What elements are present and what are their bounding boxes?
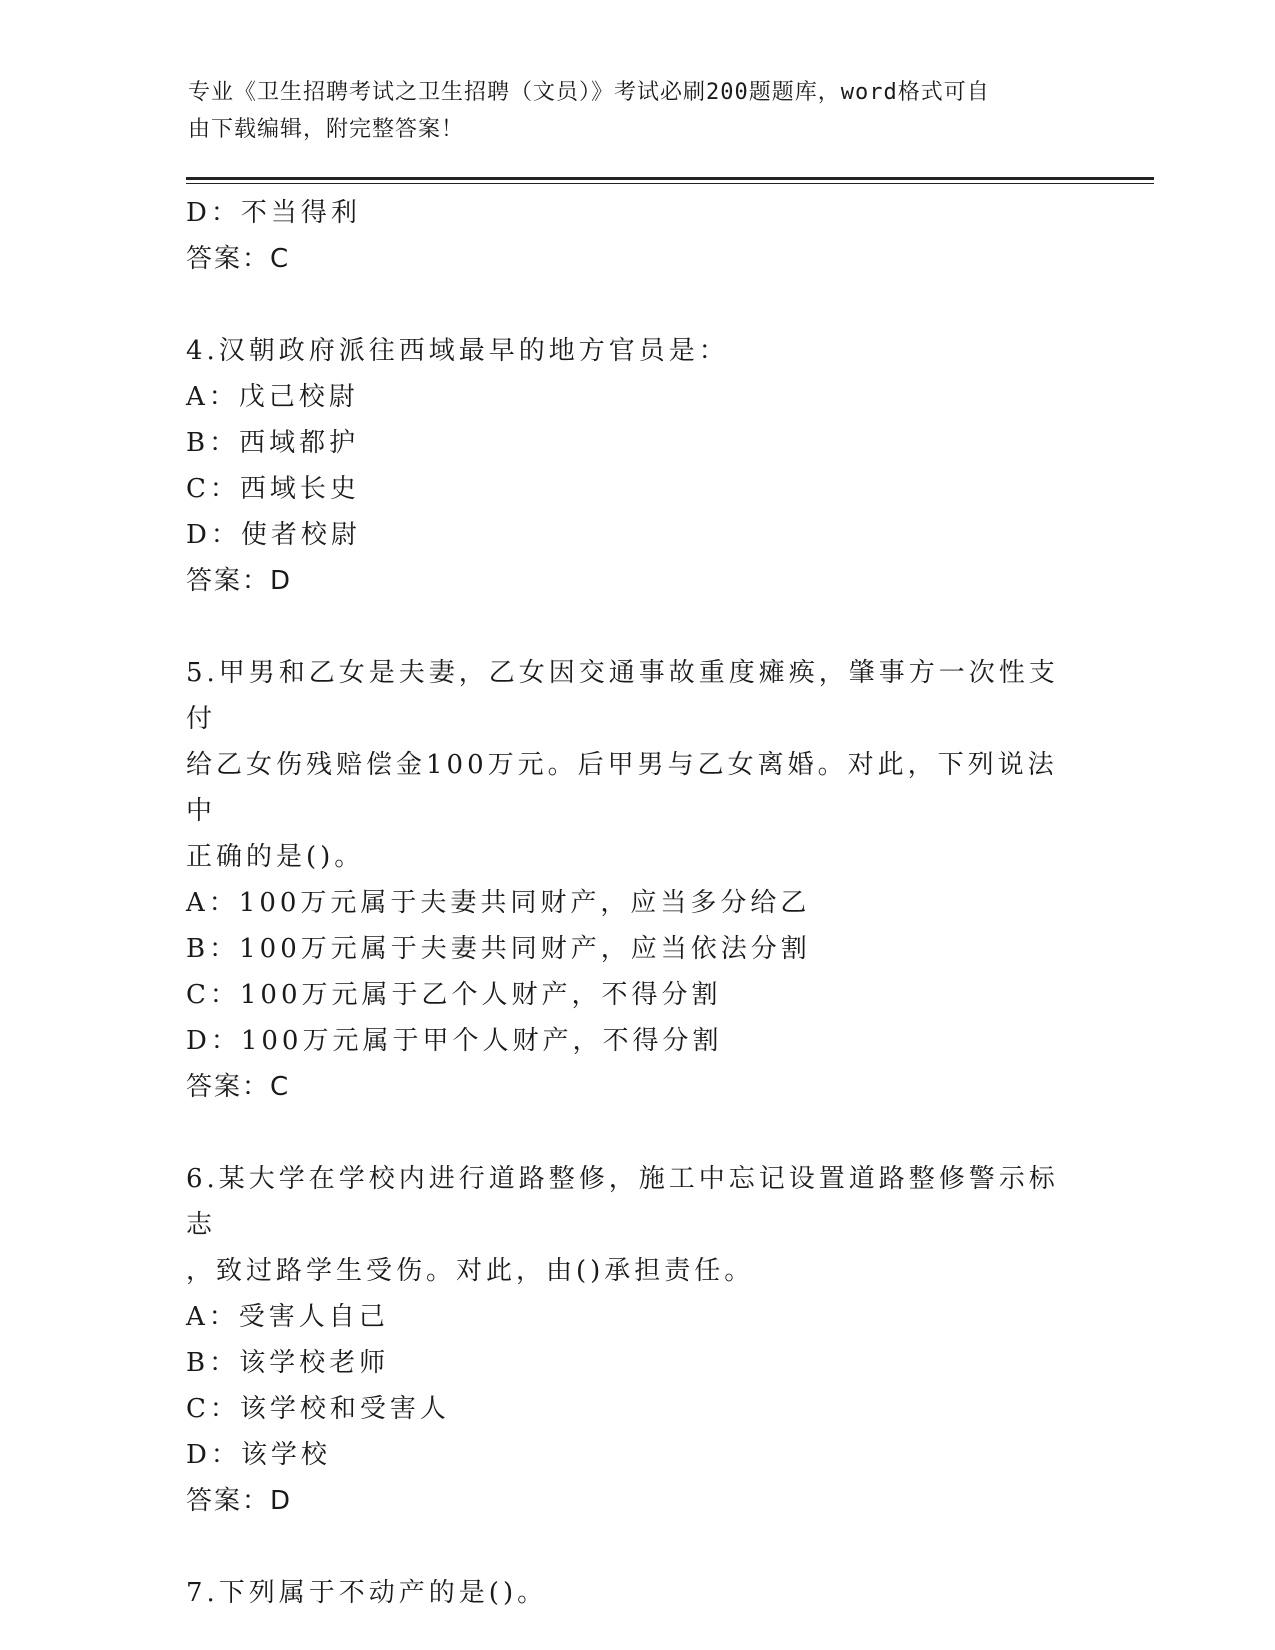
question-3-tail xyxy=(186,190,1086,282)
answer: 答案：D xyxy=(186,1486,293,1516)
option-a: A：受害人自己 xyxy=(186,1302,389,1332)
question-stem: 7.下列属于不动产的是()。 xyxy=(186,1578,548,1608)
question-stem-line-1: 5.甲男和乙女是夫妻，乙女因交通事故重度瘫痪，肇事方一次性支付 xyxy=(186,658,1059,734)
question-stem-line-2: 给乙女伤残赔偿金100万元。后甲男与乙女离婚。对此，下列说法中 xyxy=(186,750,1058,826)
question-4 xyxy=(186,328,1086,604)
document-header xyxy=(188,74,1068,148)
option-b: B：西域都护 xyxy=(186,428,360,458)
header-line-1: 专业《卫生招聘考试之卫生招聘（文员）》考试必刷200题题库，word格式可自 xyxy=(188,80,990,105)
option-d: D：100万元属于甲个人财产，不得分割 xyxy=(186,1026,723,1056)
option-c: C：该学校和受害人 xyxy=(186,1394,450,1424)
option-b: B：该学校老师 xyxy=(186,1348,390,1378)
answer: 答案：C xyxy=(186,1072,291,1102)
option-a: A：100万元属于夫妻共同财产，应当多分给乙 xyxy=(186,888,811,918)
question-5 xyxy=(186,650,1086,1110)
option-c: C：西域长史 xyxy=(186,474,360,504)
answer: 答案：C xyxy=(186,244,291,274)
question-6 xyxy=(186,1156,1086,1524)
option-d: D：使者校尉 xyxy=(186,520,361,550)
answer: 答案：D xyxy=(186,566,293,596)
option-c: C：100万元属于乙个人财产，不得分割 xyxy=(186,980,722,1010)
question-list xyxy=(186,190,1086,1616)
question-stem-line-2: ，致过路学生受伤。对此，由()承担责任。 xyxy=(186,1256,755,1286)
header-line-2: 由下载编辑，附完整答案！ xyxy=(188,117,465,142)
option-d: D：不当得利 xyxy=(186,198,361,228)
option-a: A：戊己校尉 xyxy=(186,382,359,412)
option-d: D：该学校 xyxy=(186,1440,331,1470)
question-7 xyxy=(186,1570,1086,1616)
question-stem-line-1: 6.某大学在学校内进行道路整修，施工中忘记设置道路整修警示标志 xyxy=(186,1164,1059,1240)
option-b: B：100万元属于夫妻共同财产，应当依法分割 xyxy=(186,934,811,964)
header-divider-thin xyxy=(186,183,1154,184)
question-stem: 4.汉朝政府派往西域最早的地方官员是： xyxy=(186,336,729,366)
question-stem-line-3: 正确的是()。 xyxy=(186,842,365,872)
header-divider-thick xyxy=(186,177,1154,180)
